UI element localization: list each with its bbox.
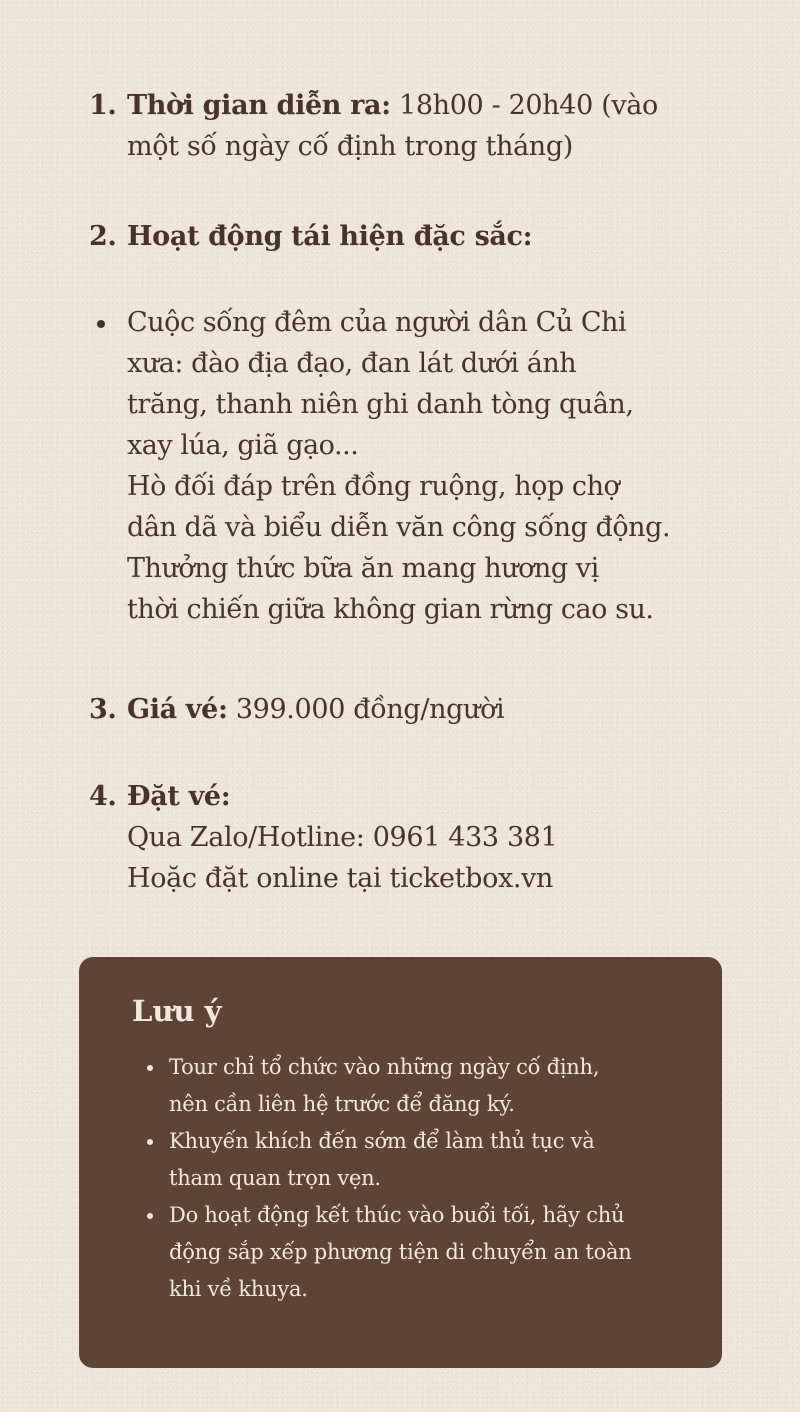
time-value-continued: một số ngày cố định trong tháng) (127, 131, 573, 162)
activities-label: Hoạt động tái hiện đặc sắc: (127, 221, 533, 252)
info-item-activities-heading (89, 216, 739, 257)
bullet-icon (147, 1139, 153, 1145)
booking-label: Đặt vé: (127, 781, 231, 812)
activity-line: Thưởng thức bữa ăn mang hương vị (127, 553, 599, 584)
note-item: Do hoạt động kết thúc vào buổi tối, hãy chủ động sắp xếp phương tiện di chuyển an toàn khi về khuya. (147, 1197, 692, 1308)
activity-line: dân dã và biểu diễn văn công sống động. (127, 512, 671, 543)
note-item: Tour chỉ tổ chức vào những ngày cố định, nên cần liên hệ trước để đăng ký. (147, 1049, 692, 1123)
note-box (79, 957, 722, 1368)
booking-online: Hoặc đặt online tại ticketbox.vn (127, 863, 554, 894)
info-item-time (89, 85, 739, 167)
bullet-icon (97, 320, 105, 328)
price-value: 399.000 đồng/người (227, 694, 505, 725)
item-number: 2. (89, 221, 117, 252)
activity-line: trăng, thanh niên ghi danh tòng quân, (127, 389, 634, 420)
note-list (147, 1049, 692, 1308)
activity-line: xưa: đào địa đạo, đan lát dưới ánh (127, 348, 577, 379)
activity-line: Cuộc sống đêm của người dân Củ Chi (127, 307, 627, 338)
time-value: 18h00 - 20h40 (vào (390, 90, 658, 121)
item-number: 4. (89, 781, 117, 812)
price-label: Giá vé: (127, 694, 228, 725)
activities-list (89, 302, 739, 630)
booking-hotline: Qua Zalo/Hotline: 0961 433 381 (127, 822, 558, 853)
activity-line: Hò đối đáp trên đồng ruộng, họp chợ (127, 471, 620, 502)
item-number: 1. (89, 90, 117, 121)
time-label: Thời gian diễn ra: (127, 90, 391, 121)
bullet-icon (147, 1213, 153, 1219)
note-title: Lưu ý (132, 994, 222, 1028)
info-item-booking (89, 776, 739, 899)
note-item: Khuyến khích đến sớm để làm thủ tục và tham quan trọn vẹn. (147, 1123, 692, 1197)
activity-line: xay lúa, giã gạo... (127, 430, 359, 461)
activity-line: thời chiến giữa không gian rừng cao su. (127, 594, 654, 625)
info-item-price (89, 689, 739, 730)
bullet-icon (147, 1065, 153, 1071)
item-number: 3. (89, 694, 117, 725)
